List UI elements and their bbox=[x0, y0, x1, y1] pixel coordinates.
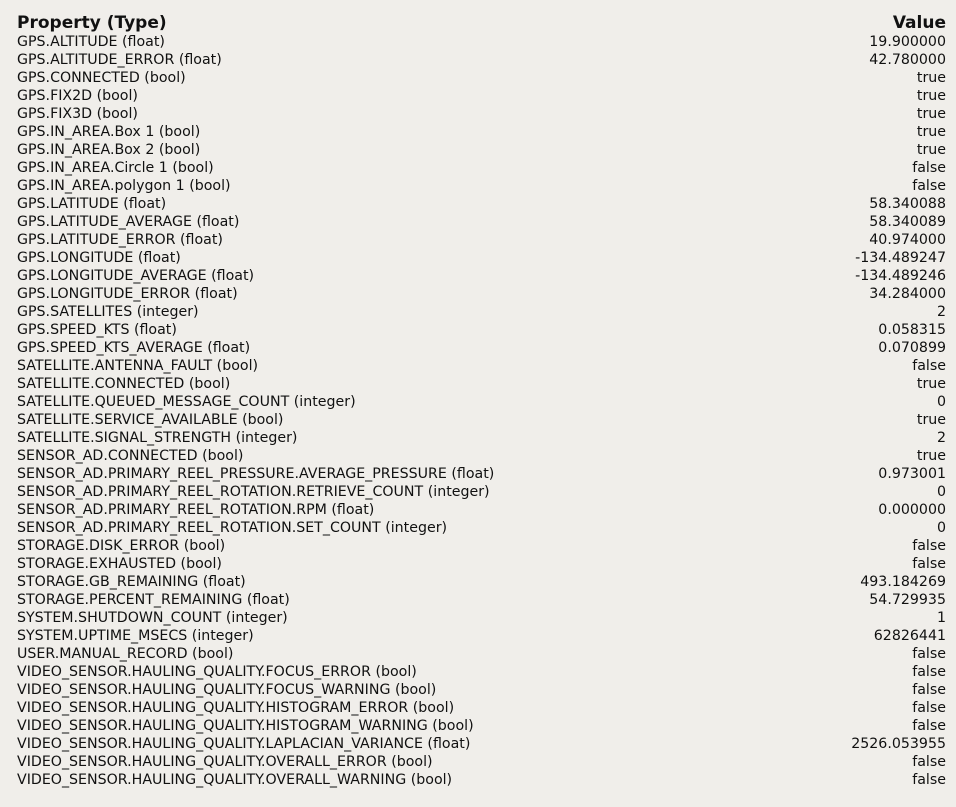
table-row bbox=[17, 339, 946, 357]
property-name: STORAGE.DISK_ERROR (bool) bbox=[17, 538, 226, 554]
property-name: GPS.ALTITUDE (float) bbox=[17, 34, 165, 50]
property-value: 493.184269 bbox=[860, 574, 946, 590]
property-value: false bbox=[912, 556, 946, 572]
property-value: false bbox=[912, 358, 946, 374]
property-name: STORAGE.PERCENT_REMAINING (float) bbox=[17, 592, 290, 608]
property-value: true bbox=[916, 448, 946, 464]
table-row bbox=[17, 771, 946, 789]
property-value: false bbox=[912, 646, 946, 662]
property-name: GPS.IN_AREA.polygon 1 (bool) bbox=[17, 178, 231, 194]
property-value: 0.000000 bbox=[878, 502, 946, 518]
property-name: GPS.SATELLITES (integer) bbox=[17, 304, 199, 320]
property-value: false bbox=[912, 178, 946, 194]
property-name: GPS.IN_AREA.Circle 1 (bool) bbox=[17, 160, 214, 176]
property-value: false bbox=[912, 718, 946, 734]
property-name: GPS.FIX3D (bool) bbox=[17, 106, 138, 122]
property-name: VIDEO_SENSOR.HAULING_QUALITY.FOCUS_WARNING (bool) bbox=[17, 682, 437, 698]
property-value: 1 bbox=[936, 610, 946, 626]
property-name: GPS.LONGITUDE_AVERAGE (float) bbox=[17, 268, 255, 284]
table-row bbox=[17, 69, 946, 87]
property-name: SATELLITE.QUEUED_MESSAGE_COUNT (integer) bbox=[17, 394, 356, 410]
property-name: SENSOR_AD.PRIMARY_REEL_ROTATION.RPM (float) bbox=[17, 502, 375, 518]
table-row bbox=[17, 663, 946, 681]
property-value: 0 bbox=[936, 484, 946, 500]
table-row bbox=[17, 735, 946, 753]
table-row bbox=[17, 447, 946, 465]
property-name: STORAGE.GB_REMAINING (float) bbox=[17, 574, 246, 590]
property-value: 2526.053955 bbox=[851, 736, 946, 752]
property-value: false bbox=[912, 664, 946, 680]
property-value: -134.489246 bbox=[855, 268, 946, 284]
property-name: GPS.LATITUDE (float) bbox=[17, 196, 167, 212]
property-value: true bbox=[916, 124, 946, 140]
property-value: false bbox=[912, 538, 946, 554]
property-value: false bbox=[912, 772, 946, 788]
property-value: 42.780000 bbox=[869, 52, 946, 68]
table-row bbox=[17, 105, 946, 123]
property-value: 40.974000 bbox=[869, 232, 946, 248]
property-value: 0.070899 bbox=[878, 340, 946, 356]
property-value: 2 bbox=[936, 430, 946, 446]
table-row bbox=[17, 411, 946, 429]
property-column-header: Property (Type) bbox=[17, 13, 167, 33]
table-row bbox=[17, 609, 946, 627]
table-row bbox=[17, 213, 946, 231]
table-row bbox=[17, 231, 946, 249]
table-row bbox=[17, 501, 946, 519]
table-row bbox=[17, 573, 946, 591]
property-name: VIDEO_SENSOR.HAULING_QUALITY.OVERALL_ERROR (bool) bbox=[17, 754, 433, 770]
property-name: GPS.FIX2D (bool) bbox=[17, 88, 138, 104]
table-row bbox=[17, 753, 946, 771]
table-row bbox=[17, 717, 946, 735]
property-name: GPS.IN_AREA.Box 2 (bool) bbox=[17, 142, 201, 158]
property-name: GPS.ALTITUDE_ERROR (float) bbox=[17, 52, 222, 68]
table-row bbox=[17, 627, 946, 645]
property-name: SATELLITE.SERVICE_AVAILABLE (bool) bbox=[17, 412, 284, 428]
table-row bbox=[17, 195, 946, 213]
property-value: 0.973001 bbox=[878, 466, 946, 482]
property-value: 62826441 bbox=[873, 628, 946, 644]
property-name: SATELLITE.SIGNAL_STRENGTH (integer) bbox=[17, 430, 298, 446]
property-name: GPS.LONGITUDE_ERROR (float) bbox=[17, 286, 238, 302]
property-name: VIDEO_SENSOR.HAULING_QUALITY.HISTOGRAM_WARNING (bool) bbox=[17, 718, 474, 734]
property-value: true bbox=[916, 142, 946, 158]
table-row bbox=[17, 267, 946, 285]
property-value: 2 bbox=[936, 304, 946, 320]
table-row bbox=[17, 483, 946, 501]
property-value: false bbox=[912, 700, 946, 716]
property-value: false bbox=[912, 754, 946, 770]
property-name: SENSOR_AD.PRIMARY_REEL_ROTATION.RETRIEVE_COUNT (integer) bbox=[17, 484, 490, 500]
table-row bbox=[17, 375, 946, 393]
table-row bbox=[17, 357, 946, 375]
table-row bbox=[17, 285, 946, 303]
property-name: SATELLITE.CONNECTED (bool) bbox=[17, 376, 231, 392]
property-value: 0.058315 bbox=[878, 322, 946, 338]
property-value: 58.340089 bbox=[869, 214, 946, 230]
property-name: GPS.LONGITUDE (float) bbox=[17, 250, 181, 266]
table-row bbox=[17, 393, 946, 411]
property-value: true bbox=[916, 106, 946, 122]
table-row bbox=[17, 87, 946, 105]
table-row bbox=[17, 321, 946, 339]
table-row bbox=[17, 159, 946, 177]
property-name: VIDEO_SENSOR.HAULING_QUALITY.LAPLACIAN_VARIANCE (float) bbox=[17, 736, 471, 752]
property-name: VIDEO_SENSOR.HAULING_QUALITY.OVERALL_WARNING (bool) bbox=[17, 772, 453, 788]
table-row bbox=[17, 591, 946, 609]
property-name: SATELLITE.ANTENNA_FAULT (bool) bbox=[17, 358, 259, 374]
property-name: SYSTEM.UPTIME_MSECS (integer) bbox=[17, 628, 254, 644]
table-row bbox=[17, 681, 946, 699]
property-value: false bbox=[912, 682, 946, 698]
table-row bbox=[17, 177, 946, 195]
property-name: VIDEO_SENSOR.HAULING_QUALITY.FOCUS_ERROR (bool) bbox=[17, 664, 417, 680]
property-name: VIDEO_SENSOR.HAULING_QUALITY.HISTOGRAM_ERROR (bool) bbox=[17, 700, 455, 716]
property-name: GPS.CONNECTED (bool) bbox=[17, 70, 186, 86]
property-list bbox=[17, 33, 946, 789]
table-row bbox=[17, 699, 946, 717]
property-value: true bbox=[916, 88, 946, 104]
property-value: false bbox=[912, 160, 946, 176]
property-value: true bbox=[916, 70, 946, 86]
property-value: true bbox=[916, 376, 946, 392]
property-name: STORAGE.EXHAUSTED (bool) bbox=[17, 556, 222, 572]
property-name: GPS.SPEED_KTS (float) bbox=[17, 322, 177, 338]
property-name: SENSOR_AD.CONNECTED (bool) bbox=[17, 448, 244, 464]
property-name: GPS.IN_AREA.Box 1 (bool) bbox=[17, 124, 201, 140]
property-value: 0 bbox=[936, 394, 946, 410]
table-row bbox=[17, 645, 946, 663]
property-name: GPS.LATITUDE_ERROR (float) bbox=[17, 232, 223, 248]
property-name: GPS.SPEED_KTS_AVERAGE (float) bbox=[17, 340, 251, 356]
table-row bbox=[17, 123, 946, 141]
property-value: true bbox=[916, 412, 946, 428]
property-value: 0 bbox=[936, 520, 946, 536]
property-name: SENSOR_AD.PRIMARY_REEL_ROTATION.SET_COUNT (integer) bbox=[17, 520, 448, 536]
table-row bbox=[17, 465, 946, 483]
property-name: USER.MANUAL_RECORD (bool) bbox=[17, 646, 234, 662]
table-row bbox=[17, 537, 946, 555]
table-row bbox=[17, 429, 946, 447]
property-value: 58.340088 bbox=[869, 196, 946, 212]
value-column-header: Value bbox=[892, 13, 946, 33]
property-name: GPS.LATITUDE_AVERAGE (float) bbox=[17, 214, 240, 230]
table-header bbox=[17, 12, 946, 34]
table-row bbox=[17, 249, 946, 267]
property-value: 34.284000 bbox=[869, 286, 946, 302]
table-row bbox=[17, 141, 946, 159]
table-row bbox=[17, 51, 946, 69]
property-value: 54.729935 bbox=[869, 592, 946, 608]
table-row bbox=[17, 303, 946, 321]
table-row bbox=[17, 555, 946, 573]
property-value: -134.489247 bbox=[855, 250, 946, 266]
property-value: 19.900000 bbox=[869, 34, 946, 50]
property-name: SENSOR_AD.PRIMARY_REEL_PRESSURE.AVERAGE_PRESSURE (float) bbox=[17, 466, 495, 482]
table-row bbox=[17, 33, 946, 51]
table-row bbox=[17, 519, 946, 537]
property-name: SYSTEM.SHUTDOWN_COUNT (integer) bbox=[17, 610, 288, 626]
